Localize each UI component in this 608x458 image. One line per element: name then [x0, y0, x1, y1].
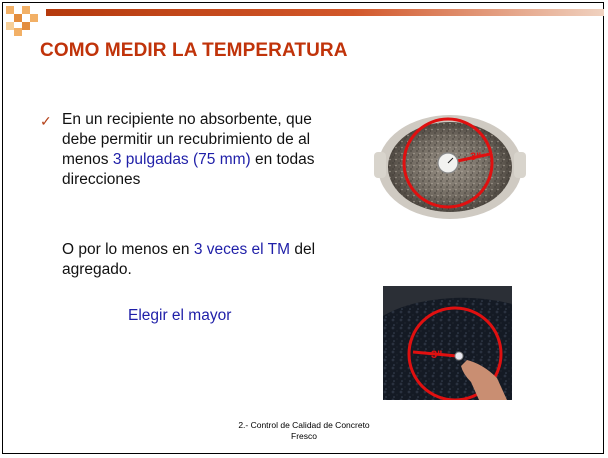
paragraph-container: [62, 110, 332, 190]
container-photo: [374, 108, 526, 226]
slide-title: COMO MEDIR LA TEMPERATURA: [40, 40, 348, 61]
dimension-label: 3": [470, 151, 482, 163]
alternative-highlight: 3 veces el TM: [193, 241, 291, 258]
paragraph-text-end: en todas direcciones: [62, 151, 315, 188]
aggregate-photo: [383, 286, 512, 400]
header-bar: [46, 9, 604, 16]
dimension-label-2: 3": [431, 349, 443, 361]
footer-line-1: 2.- Control de Calidad de Concreto: [238, 420, 370, 430]
alternative-text: O por lo menos en: [62, 241, 194, 258]
paragraph-alternative: [62, 240, 332, 280]
footer-line-2: Fresco: [291, 431, 317, 441]
alternative-text-end: del agregado.: [62, 241, 316, 278]
paragraph-text: En un recipiente no absorbente, que debe permitir un recubrimiento de al menos: [62, 111, 312, 168]
paragraph-highlight: 3 pulgadas (75 mm): [112, 151, 251, 168]
slide-frame: [2, 2, 604, 454]
conclusion-text: Elegir el mayor: [128, 307, 232, 324]
checkmark-icon: ✓: [40, 113, 52, 129]
corner-squares-decoration: [6, 6, 46, 36]
